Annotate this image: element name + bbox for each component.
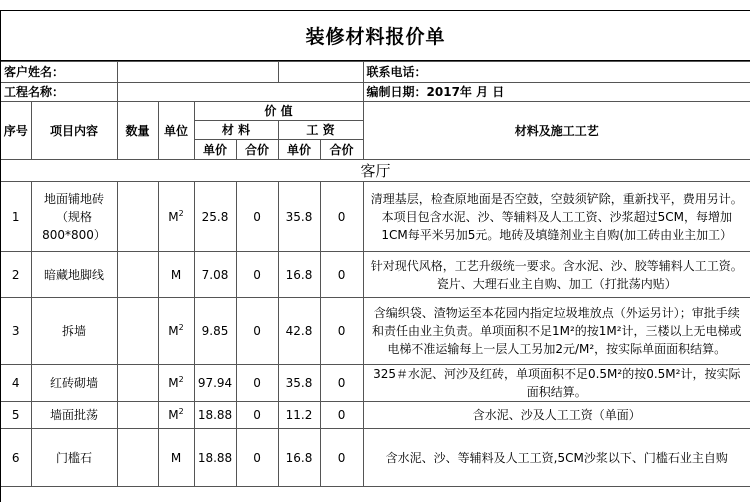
material-unit-price: 9.85 (194, 298, 236, 365)
header-qty: 数量 (117, 102, 158, 160)
labor-unit-price: 42.8 (278, 298, 320, 365)
header-unit: 单位 (158, 102, 194, 160)
compile-date-label: 编制日期：2017年 月 日 (363, 83, 750, 102)
labor-total: 0 (320, 429, 363, 487)
quantity[interactable] (117, 252, 158, 298)
item-name: 拆墙 (31, 298, 117, 365)
labor-total: 0 (320, 298, 363, 365)
unit-symbol: M (168, 376, 179, 390)
labor-total: 0 (320, 252, 363, 298)
labor-unit-price: 35.8 (278, 365, 320, 402)
material-total: 0 (236, 429, 278, 487)
item-name: 地面铺地砖（规格800*800） (31, 182, 117, 252)
header-price: 价 值 (194, 102, 363, 121)
quantity[interactable] (117, 365, 158, 402)
material-total: 0 (236, 365, 278, 402)
header-item: 项目内容 (31, 102, 117, 160)
table-row (1, 252, 750, 298)
row-number: 1 (1, 182, 31, 252)
phone-label: 联系电话： (363, 62, 750, 83)
labor-unit-price: 11.2 (278, 402, 320, 429)
unit-symbol: M (170, 450, 182, 465)
row-number: 2 (1, 252, 31, 298)
item-name: 墙面批荡 (31, 402, 117, 429)
unit-symbol: M (168, 408, 179, 422)
project-name-value[interactable] (117, 83, 363, 102)
quantity[interactable] (117, 298, 158, 365)
material-total: 0 (236, 252, 278, 298)
craft-description: 清理基层，检查原地面是否空鼓，空鼓须铲除，重新找平，费用另计。本项目包含水泥、沙、等辅料及人工工资、沙浆超过5CM，每增加1CM每平米另加5元。地砖及填缝剂业主自购(加工砖由业主加工） (363, 182, 750, 252)
table-row (1, 182, 750, 252)
row-number: 4 (1, 365, 31, 402)
unit (158, 365, 194, 402)
material-total: 0 (236, 182, 278, 252)
customer-name-value-2[interactable] (278, 62, 363, 83)
unit (158, 182, 194, 252)
material-total: 0 (236, 298, 278, 365)
labor-unit-price: 16.8 (278, 252, 320, 298)
material-total: 0 (236, 402, 278, 429)
header-material: 材 料 (194, 121, 278, 140)
labor-total: 0 (320, 402, 363, 429)
unit-symbol: M (170, 267, 182, 282)
labor-unit-price: 35.8 (278, 182, 320, 252)
customer-name-value[interactable] (117, 62, 278, 83)
header-material-unit-price: 单价 (194, 140, 236, 160)
table-row (1, 298, 750, 365)
header-labor-unit-price: 单价 (278, 140, 320, 160)
craft-description: 含水泥、沙、等辅料及人工工资,5CM沙浆以下、门槛石业主自购 (363, 429, 750, 487)
craft-description: 325＃水泥、河沙及红砖，单项面积不足0.5M²的按0.5M²计，按实际面积结算。 (363, 365, 750, 402)
material-unit-price: 25.8 (194, 182, 236, 252)
material-unit-price: 7.08 (194, 252, 236, 298)
labor-unit-price: 16.8 (278, 429, 320, 487)
item-name: 红砖砌墙 (31, 365, 117, 402)
header-material-total: 合价 (236, 140, 278, 160)
unit (158, 298, 194, 365)
quotation-table (1, 61, 750, 487)
material-unit-price: 18.88 (194, 402, 236, 429)
table-row (1, 429, 750, 487)
unit-exponent: 2 (178, 323, 184, 332)
quantity[interactable] (117, 402, 158, 429)
unit-symbol: M (168, 324, 179, 338)
header-labor-total: 合价 (320, 140, 363, 160)
row-number: 5 (1, 402, 31, 429)
item-name: 门槛石 (31, 429, 117, 487)
unit (158, 402, 194, 429)
quantity[interactable] (117, 182, 158, 252)
labor-total: 0 (320, 182, 363, 252)
header-labor: 工 资 (278, 121, 363, 140)
craft-description: 针对现代风格，工艺升级统一要求。含水泥、沙、胶等辅料人工工资。瓷片、大理石业主自购、加工（打批荡内贴） (363, 252, 750, 298)
row-number: 3 (1, 298, 31, 365)
header-craft: 材料及施工工艺 (363, 102, 750, 160)
craft-description: 含编织袋、渣物运至本花园内指定垃圾堆放点（外运另计）；审批手续和责任由业主负责。单项面积不足1M²的按1M²计，三楼以上无电梯或电梯不准运输每上一层人工另加2元/M²，按实际单面面积结算。 (363, 298, 750, 365)
sheet-title: 装修材料报价单 (1, 11, 750, 61)
project-name-label: 工程名称： (1, 83, 117, 102)
unit-symbol: M (168, 209, 179, 224)
material-unit-price: 18.88 (194, 429, 236, 487)
unit (158, 252, 194, 298)
labor-total: 0 (320, 365, 363, 402)
unit (158, 429, 194, 487)
item-name: 暗藏地脚线 (31, 252, 117, 298)
unit-exponent: 2 (178, 407, 184, 416)
table-row (1, 365, 750, 402)
craft-description: 含水泥、沙及人工工资（单面） (363, 402, 750, 429)
row-number: 6 (1, 429, 31, 487)
material-unit-price: 97.94 (194, 365, 236, 402)
unit-exponent: 2 (178, 375, 184, 384)
table-row (1, 402, 750, 429)
quotation-sheet (0, 10, 750, 502)
header-seq: 序号 (1, 102, 31, 160)
quantity[interactable] (117, 429, 158, 487)
section-living-room: 客厅 (1, 160, 750, 182)
unit-exponent: 2 (178, 208, 184, 218)
customer-name-label: 客户姓名： (1, 62, 117, 83)
